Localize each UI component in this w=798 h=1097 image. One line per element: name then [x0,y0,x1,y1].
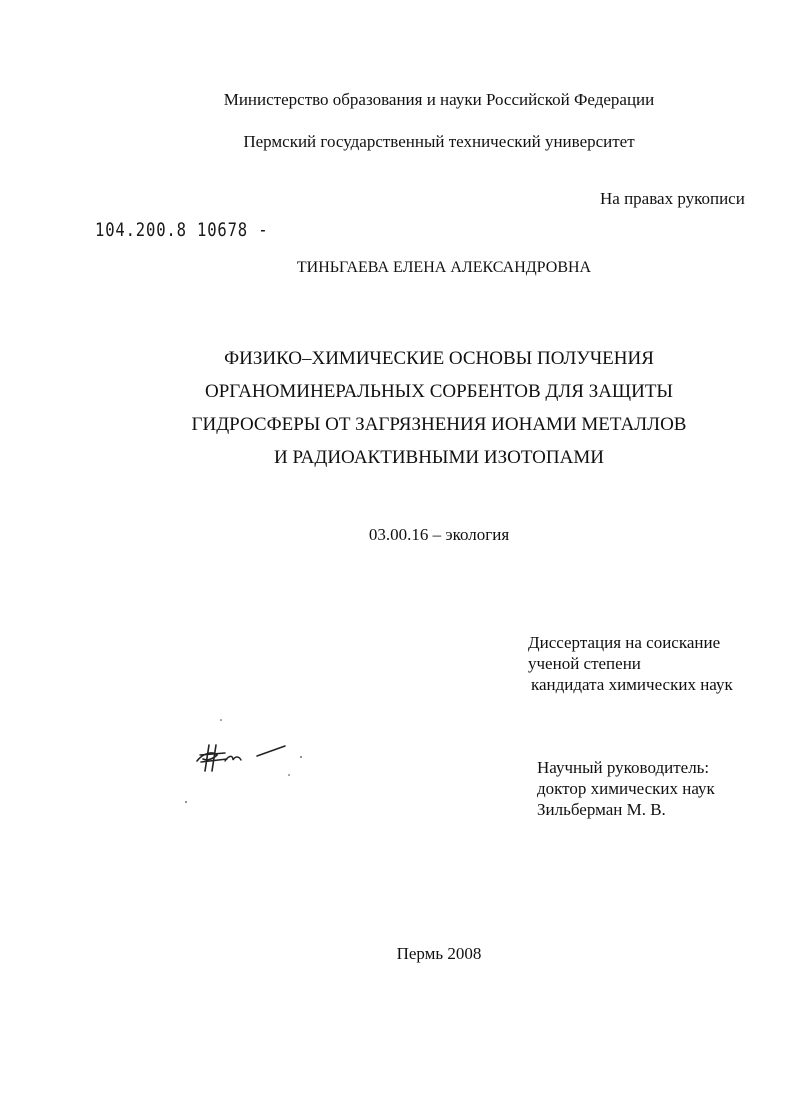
speciality-code: 03.00.16 – экология [368,525,510,544]
title-line-4: И РАДИОАКТИВНЫМИ ИЗОТОПАМИ [274,447,604,468]
supervisor-degree: доктор химических наук [537,779,715,798]
title-line-2: ОРГАНОМИНЕРАЛЬНЫХ СОРБЕНТОВ ДЛЯ ЗАЩИТЫ [205,381,673,402]
university-heading: Пермский государственный технический университет [243,132,635,151]
registration-number-stamp: 104.200.8 10678 - [95,219,269,241]
dissertation-title [40,342,798,474]
title-line-1: ФИЗИКО–ХИМИЧЕСКИЕ ОСНОВЫ ПОЛУЧЕНИЯ [224,348,654,369]
dissertation-line-3: кандидата химических наук [531,675,733,694]
dissertation-line-1: Диссертация на соискание [528,633,721,652]
dissertation-degree-block [528,632,733,695]
dissertation-line-2: ученой степени [528,654,641,673]
ministry-heading: Министерство образования и науки Российской Федерации [223,90,655,109]
city-year: Пермь 2008 [396,944,482,963]
supervisor-name: Зильберман М. В. [537,800,666,819]
supervisor-block [537,757,715,820]
author-name: ТИНЬГАЕВА ЕЛЕНА АЛЕКСАНДРОВНА [296,259,592,276]
manuscript-rights-label: На правах рукописи [600,189,745,208]
handwritten-signature-icon [183,715,313,825]
supervisor-label: Научный руководитель: [537,758,710,777]
title-line-3: ГИДРОСФЕРЫ ОТ ЗАГРЯЗНЕНИЯ ИОНАМИ МЕТАЛЛОВ [191,414,687,435]
